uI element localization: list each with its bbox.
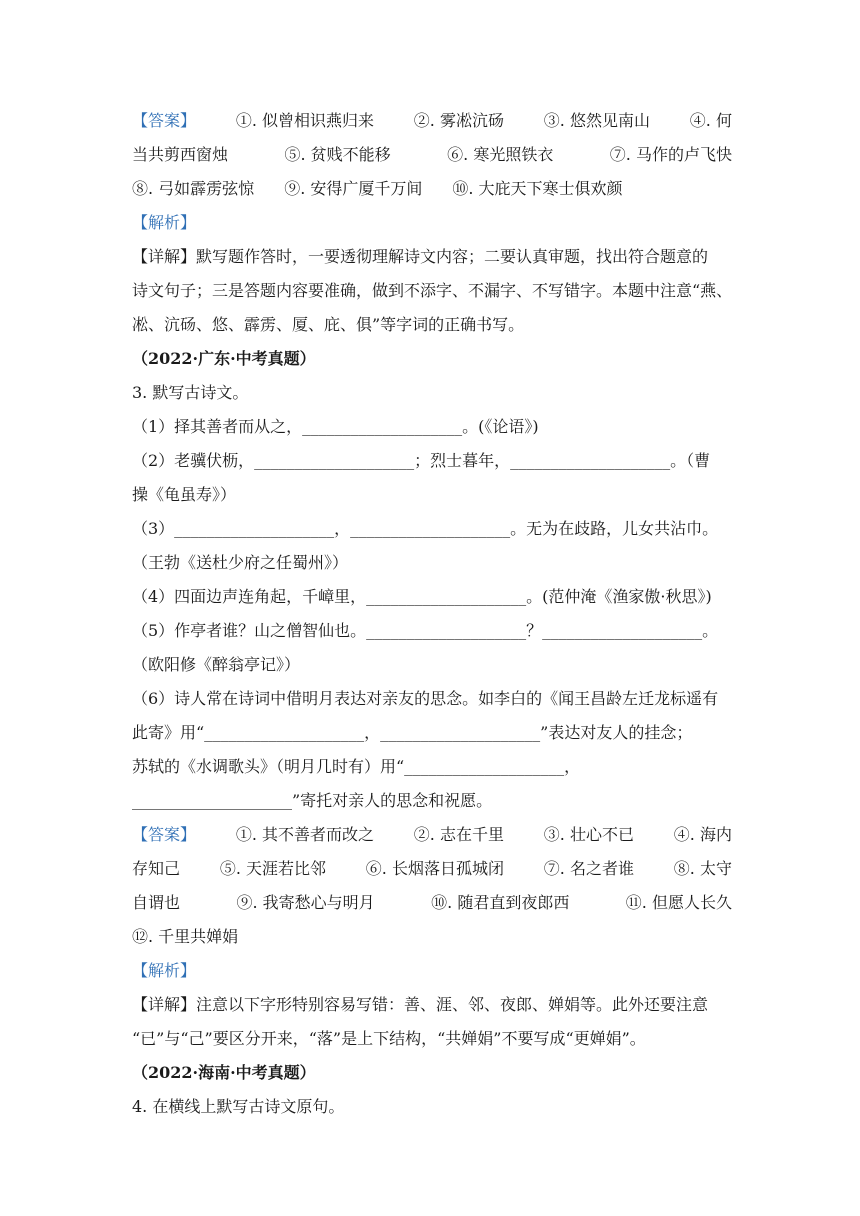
answer-tag: 【答案】 (132, 825, 197, 844)
answer-item: ⑫. 千里共婵娟 (132, 927, 239, 946)
q2-answer-line-1 (132, 104, 732, 138)
answer-item: ⑩. 大庇天下寒士俱欢颜 (452, 179, 623, 198)
answer-item: ①. 其不善者而改之 (235, 825, 374, 844)
answer-item: ⑪. 但愿人长久 (625, 893, 732, 912)
q3-detail-line-1 (132, 988, 732, 1022)
q3-item-6-cont-2: 苏轼的《水调歌头》（明月几时有）用“____________________， (132, 757, 581, 776)
detail-text: 注意以下字形特别容易写错：善、涯、邻、夜郎、婵娟等。此外还要注意 (196, 995, 709, 1014)
q3-answer-line-4 (132, 920, 732, 954)
analysis-tag: 【解析】 (132, 213, 197, 232)
answer-item: ⑨. 安得广厦千万间 (284, 179, 423, 198)
answer-item: ⑥. 长烟落日孤城闭 (365, 859, 504, 878)
q3-item-1: （1）择其善者而从之，____________________。(《论语》) (132, 417, 539, 436)
detail-tag: 【详解】 (132, 995, 197, 1014)
q2-detail-line-2: 诗文句子；三是答题内容要准确，做到不添字、不漏字、不写错字。本题中注意“燕、 (132, 281, 733, 300)
answer-item: ⑨. 我寄愁心与明月 (236, 893, 375, 912)
q3-item-6-cont-1: 此寄》用“____________________，____________________”表达对友人的挂念； (132, 723, 693, 742)
q3-item-5-cont: （欧阳修《醉翁亭记》） (132, 655, 301, 674)
answer-item: ⑦. 马作的卢飞快 (609, 145, 732, 164)
q3-answer-line-2 (132, 852, 732, 886)
q2-detail-line-1 (132, 240, 732, 274)
answer-item: ③. 悠然见南山 (543, 111, 650, 130)
answer-item: ④. 海内 (673, 825, 732, 844)
answer-item: ⑧. 弓如霹雳弦惊 (132, 179, 255, 198)
answer-item: ②. 雾凇沆砀 (413, 111, 504, 130)
analysis-tag: 【解析】 (132, 961, 197, 980)
answer-item: ②. 志在千里 (413, 825, 504, 844)
answer-item: ⑧. 太守 (673, 859, 732, 878)
answer-item: ⑤. 贫贱不能移 (284, 145, 391, 164)
q4-source: （2022·海南·中考真题） (132, 1063, 316, 1082)
q3-stem: 3. 默写古诗文。 (132, 383, 249, 402)
q3-item-6-cont-3: ____________________”寄托对亲人的思念和祝愿。 (132, 791, 493, 810)
answer-item: ⑤. 天涯若比邻 (219, 859, 326, 878)
q4-stem: 4. 在横线上默写古诗文原句。 (132, 1097, 345, 1116)
detail-text: 默写题作答时，一要透彻理解诗文内容；二要认真审题，找出符合题意的 (196, 247, 709, 266)
q3-item-2-cont: 操《龟虽寿》） (132, 485, 237, 504)
answer-item: ⑩. 随君直到夜郎西 (431, 893, 570, 912)
answer-item: ③. 壮心不已 (543, 825, 634, 844)
answer-item: 自谓也 (132, 893, 181, 912)
q3-item-6: （6）诗人常在诗词中借明月表达对亲友的思念。如李白的《闻王昌龄左迁龙标遥有 (132, 689, 719, 708)
q3-item-5: （5）作亭者谁？山之僧智仙也。____________________？____________________。 (132, 621, 719, 640)
q2-answer-line-2 (132, 138, 732, 172)
q3-source: （2022·广东·中考真题） (132, 349, 316, 368)
detail-tag: 【详解】 (132, 247, 197, 266)
q3-detail-line-2: “已”与“己”要区分开来，“落”是上下结构，“共婵娟”不要写成“更婵娟”。 (132, 1029, 646, 1048)
q3-item-3-cont: （王勃《送杜少府之任蜀州》） (132, 553, 349, 572)
answer-item: 当共剪西窗烛 (132, 145, 229, 164)
answer-item: ①. 似曾相识燕归来 (235, 111, 374, 130)
answer-item: ④. 何 (689, 111, 732, 130)
q2-answer-line-3 (132, 172, 732, 206)
answer-item: 存知己 (132, 859, 181, 878)
answer-tag: 【答案】 (132, 111, 197, 130)
answer-item: ⑥. 寒光照铁衣 (447, 145, 554, 164)
q3-item-4: （4）四面边声连角起，千嶂里，____________________。(范仲淹《渔家傲·秋思》) (132, 587, 712, 606)
q3-item-3: （3）____________________，____________________。无为在歧路，儿女共沾巾。 (132, 519, 719, 538)
q3-item-2: （2）老骥伏枥，____________________；烈士暮年，____________________。（曹 (132, 451, 711, 470)
q3-answer-line-3 (132, 886, 732, 920)
q2-detail-line-3: 凇、沆砀、悠、霹雳、厦、庇、俱”等字词的正确书写。 (132, 315, 525, 334)
answer-item: ⑦. 名之者谁 (543, 859, 634, 878)
q3-answer-line-1 (132, 818, 732, 852)
